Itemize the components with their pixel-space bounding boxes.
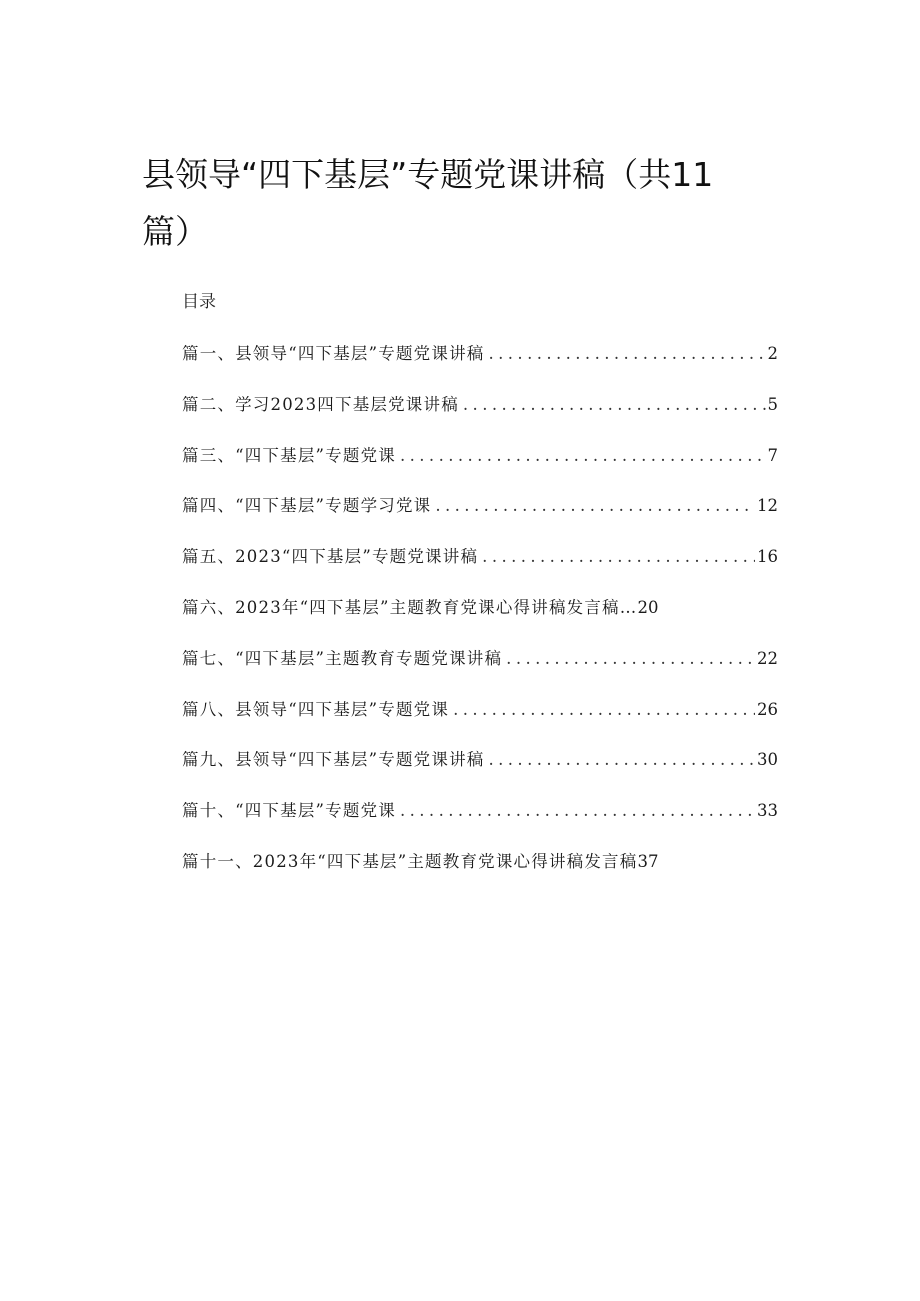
toc-entry-page: 7 <box>767 445 778 465</box>
toc-entry-page: 16 <box>757 547 778 567</box>
toc-dot-leader <box>506 649 755 668</box>
toc-entry[interactable] <box>182 645 778 696</box>
toc-dot-leader <box>435 496 755 515</box>
toc-entry[interactable] <box>182 696 778 747</box>
toc-entry-page: 22 <box>757 648 778 668</box>
toc-dot-leader <box>400 446 766 465</box>
table-of-contents <box>182 340 778 899</box>
toc-entry-page: 30 <box>757 750 778 770</box>
toc-entry-page: 26 <box>757 699 778 719</box>
toc-entry-label: 篇五、2023“四下基层”专题党课讲稿 <box>182 547 479 567</box>
toc-dot-leader <box>400 801 755 820</box>
toc-entry-page: 33 <box>757 801 778 821</box>
toc-entry[interactable] <box>182 340 778 391</box>
toc-entry[interactable] <box>182 797 778 848</box>
toc-heading: 目录 <box>182 292 216 312</box>
toc-entry-label: 篇一、县领导“四下基层”专题党课讲稿 <box>182 344 485 363</box>
toc-entry-label: 篇八、县领导“四下基层”专题党课 <box>182 699 450 719</box>
toc-entry-label: 篇四、“四下基层”专题学习党课 <box>182 496 432 516</box>
toc-entry[interactable] <box>182 746 778 797</box>
toc-dot-leader <box>488 344 765 363</box>
toc-entry-page: 37 <box>637 851 659 871</box>
toc-entry-page: 2 <box>767 344 778 363</box>
toc-dot-leader <box>453 700 755 719</box>
toc-entry[interactable] <box>182 848 778 899</box>
toc-entry-page: 5 <box>767 394 778 414</box>
toc-entry[interactable] <box>182 543 778 594</box>
toc-dot-leader <box>488 750 755 769</box>
document-title: 县领导“四下基层”专题党课讲稿（共11篇） <box>142 155 714 251</box>
toc-entry[interactable] <box>182 594 778 645</box>
toc-dot-leader <box>482 547 755 566</box>
toc-entry-label: 篇七、“四下基层”主题教育专题党课讲稿 <box>182 648 503 668</box>
toc-dot-leader <box>463 395 766 414</box>
toc-entry-label: 篇十、“四下基层”专题党课 <box>182 801 396 821</box>
toc-entry-label: 篇九、县领导“四下基层”专题党课讲稿 <box>182 750 485 770</box>
toc-entry-label: 篇六、2023年“四下基层”主题教育党课心得讲稿发言稿… <box>182 597 638 617</box>
toc-entry-label: 篇三、“四下基层”专题党课 <box>182 445 396 465</box>
toc-entry-page: 20 <box>637 597 659 617</box>
toc-entry[interactable] <box>182 492 778 543</box>
toc-entry[interactable] <box>182 442 778 493</box>
toc-entry-page: 12 <box>757 496 778 516</box>
toc-entry-label: 篇十一、2023年“四下基层”主题教育党课心得讲稿发言稿 <box>182 851 638 871</box>
toc-entry-label: 篇二、学习2023四下基层党课讲稿 <box>182 394 459 414</box>
toc-entry[interactable] <box>182 391 778 442</box>
